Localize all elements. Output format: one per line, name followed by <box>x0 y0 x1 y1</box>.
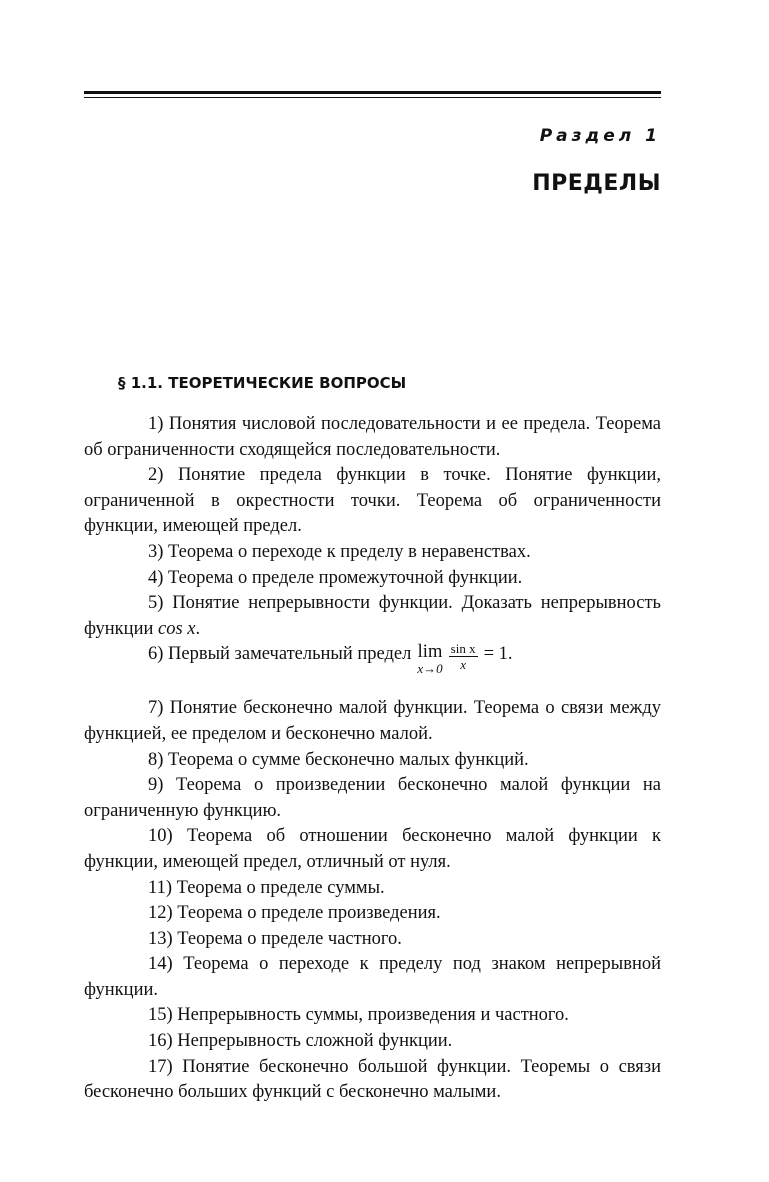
item-number: 8) <box>148 749 164 770</box>
item-number: 15) <box>148 1005 173 1026</box>
list-item <box>84 696 661 747</box>
equals-one: = 1. <box>483 644 513 665</box>
paragraph-heading: § 1.1. ТЕОРЕТИЧЕСКИЕ ВОПРОСЫ <box>118 374 407 392</box>
item-number: 10) <box>148 826 173 847</box>
list-item <box>84 1055 661 1106</box>
header-rule-thick <box>84 91 661 94</box>
list-item <box>84 927 661 953</box>
list-item <box>84 1029 661 1055</box>
fraction <box>449 642 478 671</box>
list-item <box>84 824 661 875</box>
limit-word: lim <box>417 642 443 663</box>
list-item <box>84 463 661 540</box>
item-number: 7) <box>148 698 164 719</box>
item-text: Непрерывность суммы, произведения и частного. <box>177 1005 569 1026</box>
item-number: 5) <box>148 593 164 614</box>
item-number: 9) <box>148 775 164 796</box>
item-text: Понятие бесконечно большой функции. Теоремы о связи бесконечно больших функций с бесконечно малыми. <box>84 1056 662 1103</box>
item-text: Теорема о пределе промежуточной функции. <box>168 567 523 588</box>
list-item <box>84 901 661 927</box>
limit-operator <box>417 642 442 676</box>
item-text: Теорема о пределе суммы. <box>176 877 385 898</box>
item-number: 1) <box>148 414 164 434</box>
item-number: 6) <box>148 644 164 665</box>
list-item <box>84 540 661 566</box>
list-item <box>84 773 661 824</box>
questions-list <box>84 412 661 1106</box>
item-text: Теорема о пределе частного. <box>177 928 402 949</box>
item-number: 17) <box>148 1056 173 1077</box>
item-end: . <box>195 618 201 639</box>
limit-subscript: x→0 <box>417 661 443 677</box>
item-text: Понятия числовой последовательности и ее предела. Теорема об ограниченности сходящейся последовательности. <box>84 414 661 460</box>
list-item <box>84 412 661 463</box>
fraction-numerator: sin x <box>450 641 476 657</box>
item-text: Первый замечательный предел <box>168 644 412 665</box>
item-number: 13) <box>148 928 173 949</box>
item-text: Теорема о сумме бесконечно малых функций. <box>168 749 529 770</box>
list-item <box>84 566 661 592</box>
item-number: 14) <box>148 954 173 975</box>
item-text: Понятие предела функции в точке. Понятие функции, ограниченной в окрестности точки. Теорема об ограниченности функции, имеющей предел. <box>84 465 661 537</box>
list-item <box>84 952 661 1003</box>
list-item <box>84 591 661 642</box>
item-text: Непрерывность сложной функции. <box>177 1031 453 1052</box>
item-number: 12) <box>148 903 173 924</box>
list-item <box>84 748 661 774</box>
item-text: Теорема о переходе к пределу в неравенствах. <box>168 541 531 562</box>
item-text: Понятие непрерывности функции. Доказать непрерывность функции <box>84 593 661 639</box>
list-item-formula <box>84 642 661 696</box>
item-text: Понятие бесконечно малой функции. Теорема о связи между функцией, ее пределом и бесконечно малой. <box>84 698 662 744</box>
list-item <box>84 1003 661 1029</box>
item-text: Теорема о переходе к пределу под знаком непрерывной функции. <box>84 954 662 1000</box>
fraction-denominator: x <box>460 657 466 673</box>
item-text: Теорема об отношении бесконечно малой функции к функции, имеющей предел, отличный от нуля. <box>84 826 661 872</box>
item-number: 2) <box>148 465 164 486</box>
chapter-title: ПРЕДЕЛЫ <box>532 171 661 196</box>
section-label: Раздел 1 <box>539 126 661 146</box>
header-rule-thin <box>84 97 661 98</box>
item-number: 3) <box>148 541 164 562</box>
item-text: Теорема о произведении бесконечно малой функции на ограниченную функцию. <box>84 775 662 821</box>
item-number: 16) <box>148 1031 173 1052</box>
item-number: 4) <box>148 567 164 588</box>
math-cos-x: cos x <box>158 618 196 639</box>
list-item <box>84 876 661 902</box>
item-text: Теорема о пределе произведения. <box>177 903 441 924</box>
item-number: 11) <box>148 877 172 898</box>
